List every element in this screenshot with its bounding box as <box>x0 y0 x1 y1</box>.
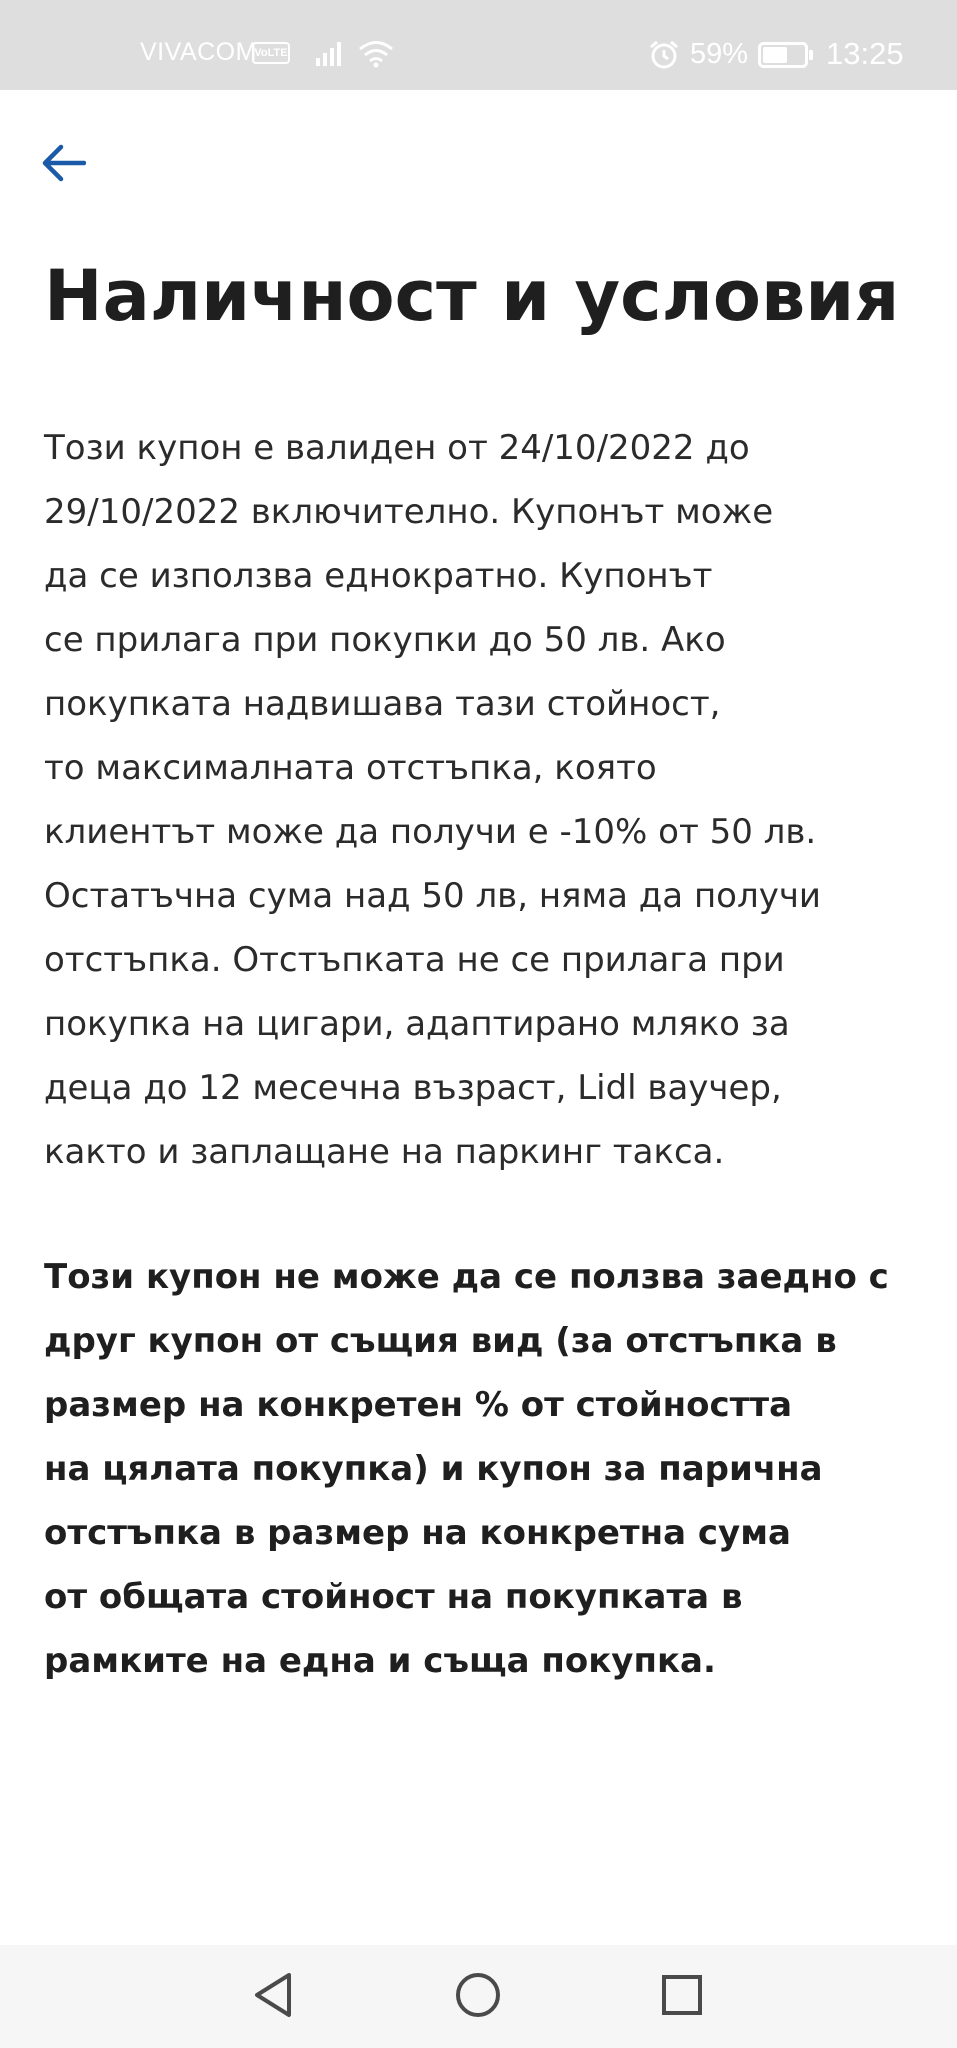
availability-line: клиентът може да получи е -10% от 50 лв. <box>44 812 817 852</box>
restriction-line: друг купон от същия вид (за отстъпка в <box>44 1321 837 1361</box>
back-button[interactable] <box>40 135 110 195</box>
availability-line: покупката надвишава тази стойност, <box>44 684 721 724</box>
page-title: Наличност и условия <box>44 255 900 337</box>
availability-line: 29/10/2022 включително. Купонът може <box>44 492 774 532</box>
restriction-line: на цялата покупка) и купон за парична <box>44 1449 823 1489</box>
availability-line: Остатъчна сума над 50 лв, няма да получи <box>44 876 822 916</box>
nav-back-button[interactable] <box>243 1967 303 2027</box>
restriction-paragraph <box>44 1245 924 1693</box>
signal-icon <box>316 40 346 71</box>
availability-line: да се използва еднократно. Купонът <box>44 556 713 596</box>
restriction-line: от общата стойност на покупката в <box>44 1577 743 1617</box>
availability-line: то максималната отстъпка, която <box>44 748 657 788</box>
nav-recent-button[interactable] <box>652 1967 712 2027</box>
availability-paragraph <box>44 416 924 1184</box>
status-time: 13:25 <box>826 36 904 71</box>
carrier-name: VIVACOM <box>140 38 257 66</box>
availability-line: Този купон е валиден от 24/10/2022 до <box>44 428 750 468</box>
alarm-icon <box>648 40 680 75</box>
restriction-line: размер на конкретен % от стойността <box>44 1385 793 1425</box>
restriction-line: Този купон не може да се ползва заедно с <box>44 1257 889 1297</box>
nav-back-icon <box>251 1971 295 2023</box>
navigation-bar <box>0 1945 957 2048</box>
restriction-line: отстъпка в размер на конкретна сума <box>44 1513 791 1553</box>
restriction-line: рамките на една и съща покупка. <box>44 1641 716 1681</box>
availability-line: се прилага при покупки до 50 лв. Ако <box>44 620 726 660</box>
nav-home-button[interactable] <box>448 1967 508 2027</box>
wifi-icon <box>358 40 394 73</box>
nav-recent-icon <box>660 1973 704 2021</box>
battery-icon <box>758 42 814 73</box>
battery-percent: 59% <box>690 38 749 70</box>
volte-badge: VoLTE <box>252 42 290 64</box>
status-bar <box>0 0 957 90</box>
availability-line: деца до 12 месечна възраст, Lidl ваучер, <box>44 1068 782 1108</box>
availability-line: отстъпка. Отстъпката не се прилага при <box>44 940 785 980</box>
availability-line: както и заплащане на паркинг такса. <box>44 1132 725 1172</box>
arrow-left-icon <box>40 143 86 187</box>
nav-home-icon <box>454 1971 502 2023</box>
availability-line: покупка на цигари, адаптирано мляко за <box>44 1004 790 1044</box>
